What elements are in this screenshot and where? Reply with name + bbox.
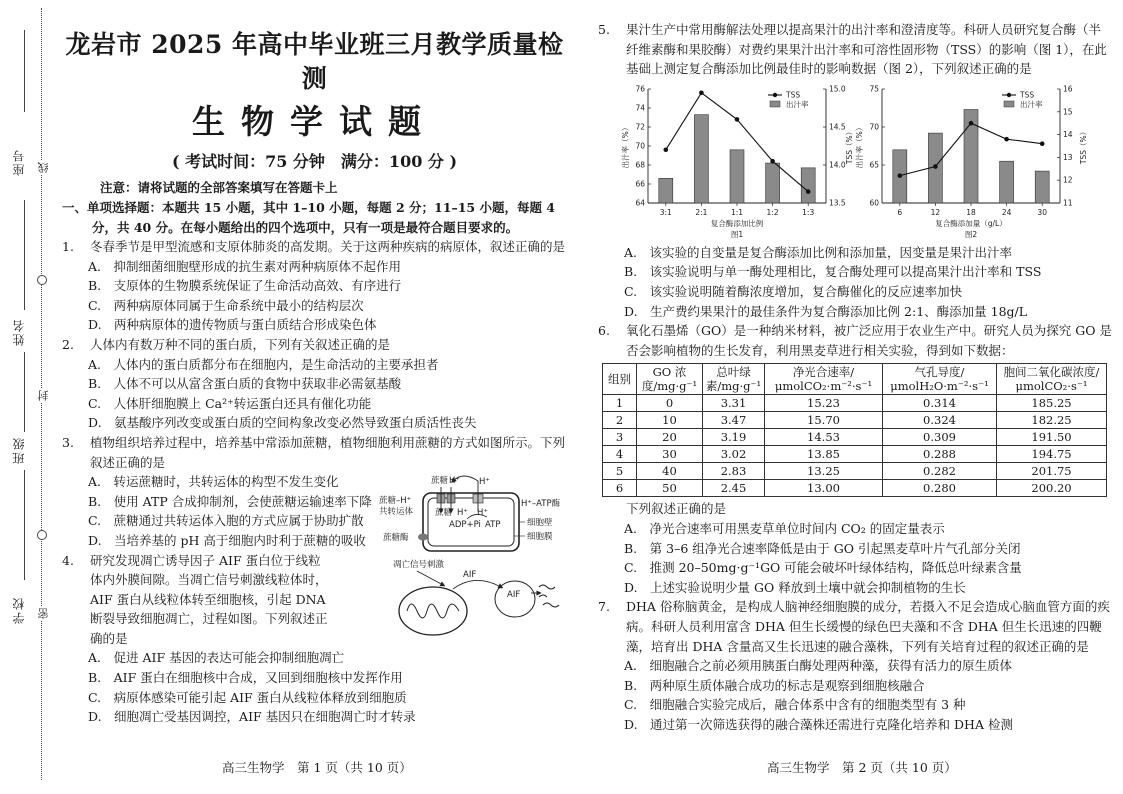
question-2 [62,335,567,433]
y2-tick-label: 14 [1063,129,1073,139]
cristae-shape [407,604,459,618]
name-write-line [24,200,25,310]
legend-bar-swatch [1004,101,1014,107]
question-3 [62,433,567,551]
bar-30 [1035,171,1049,203]
question-5-options [598,243,1113,321]
y2-axis-label: TSS（%） [845,127,854,164]
question-stem: DHA 俗称脑黄金，是构成人脑神经细胞膜的成分，若摄入不足会造成心脑血管方面的疾病。科研人员利用富含 DHA 但生长缓慢的绿色巴夫藻和不含 DHA 但生长迅速的四鞭藻，培育出 DHA 含量高又生长迅速的融合藻株，下列有关培育过程的叙述正确的是 [626,599,1110,654]
x-tick-label: 12 [930,207,941,217]
option-c: C. 细胞融合实验完成后，融合体系中含有的细胞类型有 3 种 [624,697,966,713]
option-d: D. 通过第一次筛选获得的融合藻株还需进行克隆化培养和 DHA 检测 [624,716,1013,732]
option-c: C. 该实验说明随着酶浓度增加，复合酶催化的反应速率加快 [624,283,963,299]
table-cell: 3.31 [703,395,765,412]
bind-circle [37,530,47,540]
y-tick-label: 60 [869,198,879,208]
label-h-in: H⁺ [457,507,468,518]
option-d: D. 细胞凋亡受基因调控，AIF 基因只在细胞凋亡时才转录 [88,709,416,725]
bar-2:1 [694,114,708,202]
y2-tick-label: 16 [1063,84,1073,94]
option-b: B. 两种原生质体融合成功的标志是观察到细胞核融合 [624,677,925,693]
option-a: A. 转运蔗糖时，共转运体的构型不发生变化 [88,474,339,490]
bind-circle [37,275,47,285]
option-b: B. AIF 蛋白在细胞核中合成，又回到细胞核中发挥作用 [88,670,403,686]
question-stem: 冬春季节是甲型流感和支原体肺炎的高发期。关于这两种疾病的病原体，叙述正确的是 [90,239,566,254]
table-header: 净光合速率/μmolCO₂·m⁻²·s⁻¹ [765,364,883,395]
legend-point-swatch [1007,93,1011,97]
question-number: 2. [62,336,74,352]
x-tick-label: 24 [1001,207,1012,217]
legend-label: 出汁率 [1020,99,1043,109]
y2-axis-label: TSS（%） [1079,127,1088,164]
table-cell: 40 [637,463,703,480]
charts-area [598,81,1113,243]
question-followup: 下列叙述正确的是 [626,501,727,517]
table-header: 胞间二氧化碳浓度/μmolCO₂·s⁻¹ [997,364,1107,395]
option-c: C. 人体肝细胞膜上 Ca²⁺转运蛋白还具有催化功能 [88,395,372,411]
dna-fragment-icon [539,595,547,597]
bar-3:1 [659,178,673,203]
name-label: 姓名 [12,318,26,346]
tss-point-2:1 [699,90,704,95]
table-cell: 5 [603,463,637,480]
tss-point-30 [1040,141,1045,146]
sucrase-shape [418,533,428,540]
y-tick-label: 66 [635,179,645,189]
table-header: 组别 [603,364,637,395]
tss-point-3:1 [664,147,669,152]
table-row [603,395,1107,412]
question-number: 5. [598,22,610,37]
page-footer-right: 高三生物学 第 2 页（共 10 页） [767,760,957,775]
table-cell: 0.309 [883,429,997,446]
question-4 [62,551,567,727]
dna-fragment-icon [539,585,555,589]
option-a: A. 促进 AIF 基因的表达可能会抑制细胞凋亡 [88,650,345,666]
option-b: B. 使用 ATP 合成抑制剂，会使蔗糖运输速率下降 [88,493,372,509]
x-axis-label: 复合酶添加量（g/L） [935,218,1007,228]
y2-tick-label: 12 [1063,175,1073,185]
subject-title: 生物学试题 [192,102,437,141]
question-number: 3. [62,434,74,450]
tss-point-6 [898,173,903,178]
tss-point-24 [1004,137,1009,142]
page-right [598,20,1113,734]
y-tick-label: 64 [635,198,645,208]
table-cell: 13.25 [765,463,883,480]
y2-tick-label: 11 [1063,198,1073,208]
option-b: B. 该实验说明与单一酶处理相比，复合酶处理可以提高果汁出汁率和 TSS [624,264,1042,280]
y-tick-label: 70 [869,122,879,132]
table-cell: 4 [603,446,637,463]
table-cell: 14.53 [765,429,883,446]
tss-point-1:2 [770,159,775,164]
option-d: D. 两种病原体的遗传物质与蛋白质结合形成染色体 [88,317,377,333]
option-d: D. 上述实验说明少量 GO 释放到土壤中就会抑制植物的生长 [624,579,966,595]
y-tick-label: 76 [635,84,645,94]
y2-tick-label: 15.0 [829,84,846,94]
table-cell: 15.70 [765,412,883,429]
table-header: 气孔导度/μmolH₂O·m⁻²·s⁻¹ [883,364,997,395]
question-stem-line: 研究发现凋亡诱导因子 AIF 蛋白位于线粒 [90,552,321,568]
option-d: D. 生产费约果果汁的最佳条件为复合酶添加比例 2:1、酶添加量 18g/L [624,303,1028,319]
label-h: H⁺ [449,475,460,486]
bar-1:2 [766,163,780,203]
question-6 [598,321,1113,360]
table-cell: 194.75 [997,446,1107,463]
page-footer-left: 高三生物学 第 1 页（共 10 页） [222,760,412,775]
notice: 注意：请将试题的全部答案填写在答题卡上 [100,180,338,195]
label-sucrose-in: 蔗糖 [435,507,453,518]
y-tick-label: 68 [635,160,645,170]
x-tick-label: 18 [966,207,976,217]
table-cell: 13.00 [765,480,883,497]
option-a: A. 该实验的自变量是复合酶添加比例和添加量，因变量是果汁出汁率 [624,244,1013,260]
x-tick-label: 1:1 [730,207,744,217]
y-tick-label: 65 [869,160,879,170]
option-a: A. 人体内的蛋白质都分布在细胞内，是生命活动的主要承担者 [88,356,439,372]
question-stem: 果汁生产中常用酶解法处理以提高果汁的出汁率和澄清度等。科研人员研究复合酶（半纤维素酶和果胶酶）对费约果果汁出汁率和可溶性固形物（TSS）的影响（图 1），在此基础上测定复合酶添加比例最佳时的影响数据（图 2），下列叙述正确的是 [626,22,1107,77]
label-cotransporter: 蔗糖–H⁺共转运体 [379,495,414,517]
table-cell: 6 [603,480,637,497]
label-aif: AIF [507,589,521,600]
table-cell: 3.47 [703,412,765,429]
tss-point-1:3 [806,189,811,194]
table-cell: 200.20 [997,480,1107,497]
question-stem: 人体内有数万种不同的蛋白质，下列有关叙述正确的是 [90,336,391,352]
table-row [603,412,1107,429]
option-c: C. 蔗糖通过共转运体入胞的方式应属于协助扩散 [88,513,364,529]
option-d: D. 当培养基的 pH 高于细胞内时利于蔗糖的吸收 [88,532,366,548]
option-a: A. 抑制细菌细胞壁形成的抗生素对两种病原体不起作用 [88,258,402,274]
table-cell: 50 [637,480,703,497]
table-row [603,446,1107,463]
question-stem-line: 体内外膜间隙。当凋亡信号刺激线粒体时， [90,572,328,588]
y2-tick-label: 13.5 [829,198,846,208]
table-cell: 0.314 [883,395,997,412]
question-number: 4. [62,552,74,568]
exam-info: ( 考试时间：75 分钟 满分：100 分 ) [171,152,458,171]
table-cell: 182.25 [997,412,1107,429]
table-body [603,395,1107,497]
x-axis-label: 复合酶添加比例 [710,218,764,228]
table-row [603,429,1107,446]
table-cell: 1 [603,395,637,412]
y-tick-label: 74 [635,103,645,113]
table-cell: 0.324 [883,412,997,429]
label-cell-wall: 细胞壁 [527,517,553,528]
x-tick-label: 1:3 [802,207,815,217]
option-b: B. 人体不可以从富含蛋白质的食物中获取非必需氨基酸 [88,376,402,392]
label-adp: ADP+Pi [449,519,481,530]
bind-mark-seal: 封 [37,390,50,401]
y-tick-label: 75 [869,84,879,94]
y-axis-label: 出汁率（%） [855,123,864,169]
x-tick-label: 6 [897,207,903,217]
go-data-table [602,363,1107,497]
question-7 [598,597,1113,734]
table-cell: 2.45 [703,480,765,497]
bar-1:1 [730,150,744,203]
y-axis-label: 出汁率（%） [621,123,630,169]
page-left [62,28,567,727]
section-heading: 一、单项选择题：本题共 15 小题，其中 1–10 小题，每题 2 分；11–15 小题，每题 4 分，共 40 分。在每小题给出的四个选项中，只有一项是最符合题目要求的。 [62,200,555,235]
seat-write-line [24,30,25,112]
table-cell: 13.85 [765,446,883,463]
question-number: 1. [62,239,74,254]
table-cell: 2.83 [703,463,765,480]
label-signal: 凋亡信号刺激 [393,559,445,570]
option-c: C. 推测 20–50mg·g⁻¹GO 可能会破坏叶绿体结构，降低总叶绿素含量 [624,560,1022,576]
option-a: A. 细胞融合之前必须用胰蛋白酶处理两种藻，获得有活力的原生质体 [624,658,1013,674]
x-tick-label: 30 [1037,207,1047,217]
bind-mark-line: 线 [37,162,50,173]
table-cell: 0.288 [883,446,997,463]
option-c: C. 两种病原体同属于生命系统中最小的结构层次 [88,297,364,313]
label-atp: ATP [485,519,501,530]
option-d: D. 氨基酸序列改变或蛋白质的空间构象改变必然导致蛋白质活性丧失 [88,415,477,431]
table-cell: 185.25 [997,395,1107,412]
legend-label: TSS [786,90,801,100]
question-stem-line: AIF 蛋白从线粒体转至细胞核，引起 DNA [90,591,326,607]
option-b: B. 第 3–6 组净光合速率降低是由于 GO 引起黑麦草叶片气孔部分关闭 [624,540,1021,556]
label-aif: AIF [463,569,477,580]
table-cell: 20 [637,429,703,446]
question-6-options [598,499,1113,597]
y-tick-label: 70 [635,141,645,151]
y2-tick-label: 15 [1063,107,1073,117]
class-label: 班级 [12,436,26,464]
option-b: B. 支原体的生物膜系统保证了生命活动高效、有序进行 [88,278,402,294]
x-tick-label: 3:1 [659,207,672,217]
aif-apoptosis-figure [393,557,563,641]
dna-fragment-icon [543,603,559,607]
school-write-line [24,470,25,580]
table-header-row [603,364,1107,395]
table-row [603,463,1107,480]
seat-label: 座号 [12,148,26,176]
question-number: 7. [598,599,610,615]
chart-title: 图2 [964,229,978,239]
table-cell: 0.280 [883,480,997,497]
chart-figure-2 [854,81,1094,243]
label-h-in: H⁺ [477,507,488,518]
table-cell: 3 [603,429,637,446]
question-number: 6. [598,323,610,339]
question-stem-line: 断裂导致细胞凋亡，过程如图。下列叙述正 [90,611,328,627]
y2-tick-label: 14.0 [829,160,846,170]
tss-point-18 [969,121,974,126]
label-sucrase: 蔗糖酶 [383,532,409,543]
question-stem: 植物组织培养过程中，培养基中常添加蔗糖，植物细胞利用蔗糖的方式如图所示。下列叙述正确的是 [90,434,566,470]
school-label: 学校 [12,596,26,624]
binding-strip [0,0,50,794]
mitochondrion-shape [399,587,467,635]
label-h: H⁺ [479,476,490,487]
table-cell: 15.23 [765,395,883,412]
bar-1:3 [801,168,815,203]
x-tick-label: 2:1 [695,207,708,217]
legend-label: 出汁率 [786,99,809,109]
legend-point-swatch [773,93,777,97]
question-1 [62,237,567,335]
y-tick-label: 72 [635,122,645,132]
table-header: GO 浓度/mg·g⁻¹ [637,364,703,395]
x-tick-label: 1:2 [766,207,779,217]
label-sucrose: 蔗糖 [431,475,449,486]
table-cell: 191.50 [997,429,1107,446]
class-write-line [24,352,25,432]
table-cell: 10 [637,412,703,429]
question-stem: 氧化石墨烯（GO）是一种纳米材料，被广泛应用于农业生产中。研究人员为探究 GO 是否会影响植物的生长发育，利用黑麦草进行相关实验，得到如下数据： [626,323,1112,358]
tss-point-1:1 [735,117,740,122]
table-cell: 0 [637,395,703,412]
bind-mark-mi: 密 [37,608,50,619]
table-cell: 3.02 [703,446,765,463]
question-5 [598,20,1113,79]
table-row [603,480,1107,497]
table-cell: 2 [603,412,637,429]
table-cell: 0.282 [883,463,997,480]
label-atpase: H⁺–ATP酶 [521,498,561,509]
y2-tick-label: 14.5 [829,122,846,132]
y2-tick-label: 13 [1063,152,1073,162]
option-a: A. 净光合速率可用黑麦草单位时间内 CO₂ 的固定量表示 [624,520,945,536]
table-header: 总叶绿素/mg·g⁻¹ [703,364,765,395]
question-stem-line: 确的是 [90,630,128,646]
legend-bar-swatch [770,101,780,107]
table-cell: 30 [637,446,703,463]
chart-title: 图1 [730,229,744,239]
option-c: C. 病原体感染可能引起 AIF 蛋白从线粒体释放到细胞质 [88,689,407,705]
table-cell: 201.75 [997,463,1107,480]
tss-point-12 [933,164,938,169]
bar-24 [1000,161,1014,203]
chart-figure-1 [620,81,860,243]
legend-label: TSS [1020,90,1035,100]
label-membrane: 细胞膜 [527,531,553,542]
table-cell: 3.19 [703,429,765,446]
exam-title: 龙岩市 2025 年高中毕业班三月教学质量检测 [65,30,564,93]
